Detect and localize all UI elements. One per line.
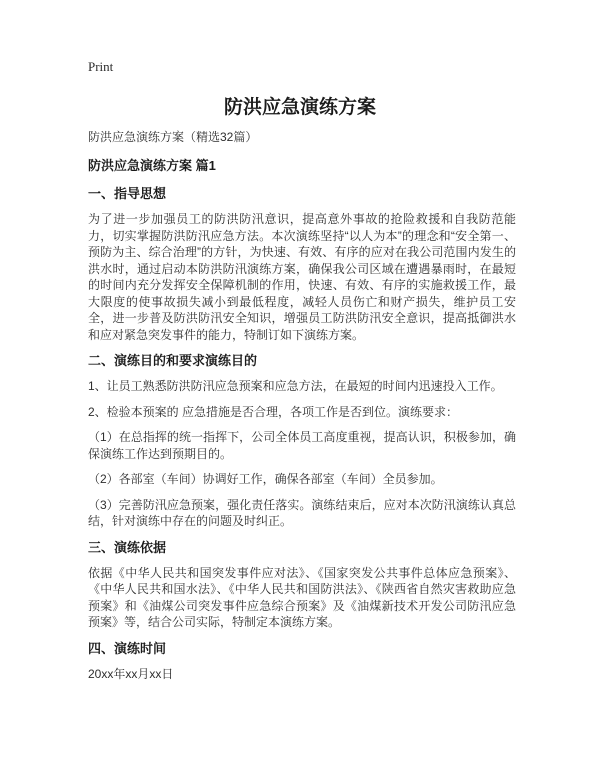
- paragraph: （1）在总指挥的统一指挥下，公司全体员工高度重视，提高认识，积极参加，确保演练工作达到预期目的。: [88, 430, 516, 461]
- paragraph: 2、检验本预案的 应急措施是否合理，各项工作是否到位。演练要求：: [88, 404, 459, 419]
- paragraph: 为了进一步加强员工的防洪防汛意识，提高意外事故的抢险救援和自我防范能力，切实掌握防洪防汛应急方法。本次演练坚持“以人为本”的理念和“安全第一、预防为主、综合治理”的方针，为快速、有效、有序的应对在我公司范围内发生的洪水时，通过启动本防洪防汛演练方案，确保我公司区域在遭遇暴雨时，在最短的时间内充分发挥安全保障机制的作用，快速、有效、有序的实施救援工作，最大限度的使事故损失减小到最低程度，减轻人员伤亡和财产损失，维护员工安全，进一步普及防洪防汛安全知识，增强员工防洪防汛安全意识，提高抵御洪水和应对紧急突发事件的能力，特制订如下演练方案。: [88, 212, 516, 342]
- section-heading: 四、演练时间: [88, 640, 167, 656]
- article-body: [88, 185, 516, 682]
- paragraph: （2）各部室（车间）协调好工作，确保各部室（车间）全员参加。: [88, 472, 443, 486]
- article-section-title: 防洪应急演练方案 篇1: [88, 158, 216, 173]
- section-heading: 一、指导思想: [88, 186, 167, 201]
- paragraph: 1、让员工熟悉防洪防汛应急预案和应急方法，在最短的时间内迅速投入工作。: [88, 379, 503, 393]
- paragraph: 20xx年xx月xx日: [88, 666, 174, 681]
- document-title: 防洪应急演练方案: [223, 97, 376, 118]
- document-subtitle: 防洪应急演练方案（精选32篇）: [88, 130, 258, 144]
- paragraph: 依据《中华人民共和国突发事件应对法》、《国家突发公共事件总体应急预案》、《中华人民共和国水法》、《中华人民共和国防洪法》、《陕西省自然灾害救助应急预案》和《油煤公司突发事件应急综合预案》及《油煤新技术开发公司防汛应急预案》等，结合公司实际，特制定本演练方案。: [88, 565, 516, 629]
- print-button[interactable]: Print: [88, 59, 114, 74]
- section-heading: 二、演练目的和要求演练目的: [88, 353, 258, 368]
- paragraph: （3）完善防汛应急预案，强化责任落实。演练结束后，应对本次防汛演练认真总结，针对演练中存在的问题及时纠正。: [88, 497, 516, 528]
- section-heading: 三、演练依据: [88, 539, 167, 555]
